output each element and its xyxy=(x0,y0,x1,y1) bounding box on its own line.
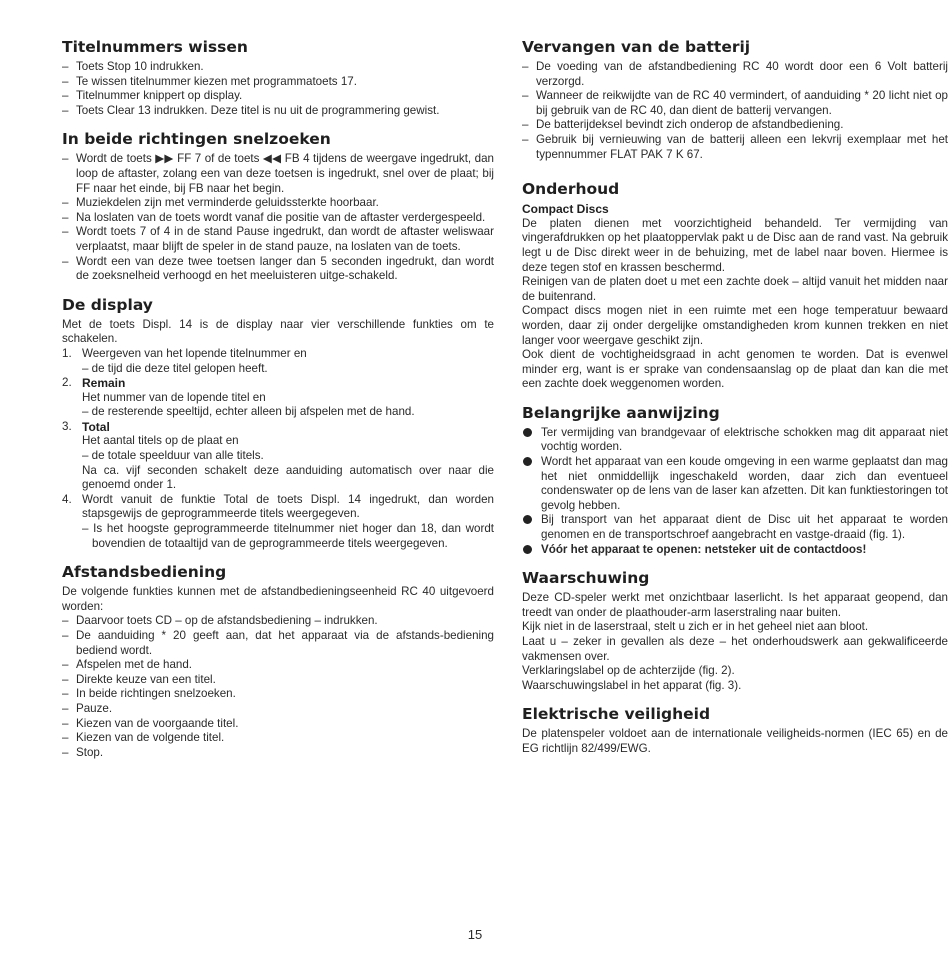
titel-item: – Toets Clear 13 indrukken. Deze titel is nu uit de programmering gewist. xyxy=(62,104,494,119)
display-item xyxy=(62,376,494,420)
afstand-item: – Afspelen met de hand. xyxy=(62,658,494,673)
onderhoud-paragraph: Compact discs mogen niet in een ruimte met een hoge temperatuur bewaard worden, daar zij onder dergelijke omstandigheden krom kunnen trekken en niet langer voor weergave geschikt zijn. xyxy=(522,304,948,347)
batterij-item: – De batterijdeksel bevindt zich onderop de afstandbediening. xyxy=(522,118,948,133)
section-belangrijke-aanwijzing xyxy=(522,404,948,557)
titel-item: – Toets Stop 10 indrukken. xyxy=(62,60,494,75)
snel-item: – Na loslaten van de toets wordt vanaf die positie van de aftaster verdergespeeld. xyxy=(62,211,494,226)
aanwijzing-item xyxy=(522,455,948,513)
snel-item: – Muziekdelen zijn met verminderde geluidssterkte hoorbaar. xyxy=(62,196,494,211)
heading-batterij: Vervangen van de batterij xyxy=(522,38,751,56)
display-item-line: – Is het hoogste geprogrammeerde titelnummer niet hoger dan 18, dan wordt bovendien de totaaltijd van de geprogrammeerde titels weergegeven. xyxy=(82,522,494,550)
afstand-item: – Pauze. xyxy=(62,702,494,717)
display-item-number: 4. xyxy=(62,492,72,506)
section-elektrische-veiligheid xyxy=(522,705,948,756)
display-item-line: Het aantal titels op de plaat en xyxy=(82,434,239,448)
afstand-item: – Direkte keuze van een titel. xyxy=(62,673,494,688)
bullet-icon xyxy=(523,545,532,554)
display-list xyxy=(62,347,494,551)
section-de-display xyxy=(62,296,494,552)
veiligheid-paragraph: De platenspeler voldoet aan de internationale veiligheids-normen (IEC 65) en de EG richtlijn 82/499/EWG. xyxy=(522,727,948,755)
waarschuwing-paragraph: Verklaringslabel op de achterzijde (fig. 2). xyxy=(522,664,735,678)
afstand-item: – In beide richtingen snelzoeken. xyxy=(62,687,494,702)
waarschuwing-paragraph: Waarschuwingslabel in het apparat (fig. 3). xyxy=(522,678,742,692)
bullet-icon xyxy=(523,428,532,437)
display-item-line: Na ca. vijf seconden schakelt deze aanduiding automatisch over naar die genoemd onder 1. xyxy=(82,463,494,492)
heading-snelzoeken: In beide richtingen snelzoeken xyxy=(62,130,331,149)
waarschuwing-paragraph: Laat u – zeker in gevallen als deze – het onderhoudswerk aan gekwalificeerde vakmensen over. xyxy=(522,635,948,663)
afstand-item: – Stop. xyxy=(62,746,494,761)
batterij-list xyxy=(522,60,948,162)
display-intro: Met de toets Displ. 14 is de display naar vier verschillende funkties om te schakelen. xyxy=(62,317,494,346)
snel-item: – Wordt een van deze twee toetsen langer dan 5 seconden ingedrukt, dan wordt de zoeksnelheid verhoogd en het meeluisteren uitge-schakeld. xyxy=(62,255,494,284)
section-waarschuwing xyxy=(522,569,948,693)
heading-waarschuwing: Waarschuwing xyxy=(522,569,650,588)
aanwijzing-list xyxy=(522,426,948,557)
display-item-number: 1. xyxy=(62,346,72,360)
heading-afstandsbediening: Afstandsbediening xyxy=(62,563,227,582)
afstand-intro: De volgende funkties kunnen met de afstandbedieningseenheid RC 40 uitgevoerd worden: xyxy=(62,585,494,613)
section-onderhoud xyxy=(522,180,948,392)
snel-item: – Wordt toets 7 of 4 in de stand Pause ingedrukt, dan wordt de aftaster weliswaar verplaatst, maar blijft de speler in de stand pauze, na loslaten van de toets. xyxy=(62,225,494,254)
display-item-line: Weergeven van het lopende titelnummer en xyxy=(82,346,307,360)
section-snelzoeken xyxy=(62,130,494,283)
onderhoud-paragraph: De platen dienen met voorzichtigheid behandeld. Ter vermijding van vingerafdrukken op het plaatoppervlak pakt u de Disc aan de rand vast. Na gebruik legt u de Disc direkt weer in de behuizing, met de label naar boven. Hiermee is deze tegen stof en krassen beschermd. xyxy=(522,216,948,274)
section-afstandsbediening xyxy=(62,563,494,760)
display-item xyxy=(62,347,494,376)
display-item xyxy=(62,493,494,551)
snel-list xyxy=(62,152,494,283)
afstand-list xyxy=(62,614,494,760)
subheading-compact-discs: Compact Discs xyxy=(522,202,609,217)
page-number: 15 xyxy=(467,927,483,942)
aanwijzing-warning-text: Vóór het apparaat te openen: netsteker uit de contactdoos! xyxy=(541,542,867,556)
titel-item: – Te wissen titelnummer kiezen met programmatoets 17. xyxy=(62,75,494,90)
afstand-item: – Kiezen van de volgende titel. xyxy=(62,731,494,746)
batterij-item: – Wanneer de reikwijdte van de RC 40 vermindert, of aanduiding * 20 licht niet op bij gebruik van de RC 40, dan dient de batterij vervangen. xyxy=(522,89,948,118)
display-item-line: Wordt vanuit de funktie Total de toets Displ. 14 ingedrukt, dan worden stapsgewijs de geprogrammeerde titels weergegeven. xyxy=(82,492,494,521)
bullet-icon xyxy=(523,515,532,524)
onderhoud-paragraph: Reinigen van de platen doet u met een zachte doek – altijd vanuit het midden naar de buitenrand. xyxy=(522,275,948,303)
heading-titelnummers-wissen: Titelnummers wissen xyxy=(62,38,248,56)
waarschuwing-paragraph: Deze CD-speler werkt met onzichtbaar laserlicht. Is het apparaat geopend, dan treedt van onder de plaathouder-arm laserstraling naar buiten. xyxy=(522,591,948,619)
aanwijzing-text: Ter vermijding van brandgevaar of elektrische schokken mag dit apparaat niet vochtig worden. xyxy=(541,425,948,454)
section-titelnummers-wissen xyxy=(62,38,494,118)
aanwijzing-item xyxy=(522,426,948,455)
display-item-number: 2. xyxy=(62,376,72,390)
heading-belangrijke-aanwijzing: Belangrijke aanwijzing xyxy=(522,403,720,422)
aanwijzing-item xyxy=(522,543,948,558)
aanwijzing-item xyxy=(522,513,948,542)
waarschuwing-paragraph: Kijk niet in de laserstraal, stelt u zich er in het geheel niet aan bloot. xyxy=(522,620,869,634)
display-item-line: – de tijd die deze titel gelopen heeft. xyxy=(82,361,268,375)
display-item-title: Remain xyxy=(82,376,126,391)
snel-item: – Wordt de toets ▶▶ FF 7 of de toets ◀◀ FB 4 tijdens de weergave ingedrukt, dan loop de aftaster, zolang een van deze toetsen is ingedrukt, snel over de plaat; bij FF naar het einde, bij FB naar het begin. xyxy=(62,152,494,196)
display-item-line: – de resterende speeltijd, echter alleen bij afspelen met de hand. xyxy=(82,405,415,419)
afstand-item: – De aanduiding * 20 geeft aan, dat het apparaat via de afstands-bediening bediend wordt. xyxy=(62,629,494,658)
heading-onderhoud: Onderhoud xyxy=(522,180,620,199)
aanwijzing-text: Wordt het apparaat van een koude omgeving in een warme geplaatst dan mag het niet onmiddellijk ingeschakeld worden, daar zich dan eventueel condenswater op de lens van de laser kan afzetten. Dit kan funktiestoringen tot gevolg hebben. xyxy=(541,455,948,512)
aanwijzing-text: Bij transport van het apparaat dient de Disc uit het apparaat te worden genomen en de transportschroef aangebracht en vastge-draaid (fig. 1). xyxy=(541,513,948,542)
display-item-line: Het nummer van de lopende titel en xyxy=(82,390,266,404)
titel-item: – Titelnummer knippert op display. xyxy=(62,89,494,104)
right-column xyxy=(522,38,948,769)
batterij-item: – De voeding van de afstandbediening RC 40 wordt door een 6 Volt batterij verzorgd. xyxy=(522,60,948,89)
afstand-item: – Kiezen van de voorgaande titel. xyxy=(62,717,494,732)
section-batterij xyxy=(522,38,948,162)
onderhoud-paragraph: Ook dient de vochtigheidsgraad in acht genomen te worden. Dat is evenwel minder erg, want is er sprake van condensaanslag op de plaat dan kan die met een zachte doek weggenomen worden. xyxy=(522,348,948,391)
display-item-title: Total xyxy=(82,419,110,434)
display-item-line: – de totale speelduur van alle titels. xyxy=(82,449,264,463)
bullet-icon xyxy=(523,457,532,466)
heading-elektrische-veiligheid: Elektrische veiligheid xyxy=(522,705,711,724)
titel-list xyxy=(62,60,494,118)
left-column xyxy=(62,38,494,772)
display-item xyxy=(62,420,494,493)
display-item-number: 3. xyxy=(62,419,72,433)
heading-de-display: De display xyxy=(62,295,153,314)
afstand-item: – Daarvoor toets CD – op de afstandsbediening – indrukken. xyxy=(62,614,494,629)
batterij-item: – Gebruik bij vernieuwing van de batterij alleen een lekvrij exemplaar met het typennummer FLAT PAK 7 K 67. xyxy=(522,133,948,162)
